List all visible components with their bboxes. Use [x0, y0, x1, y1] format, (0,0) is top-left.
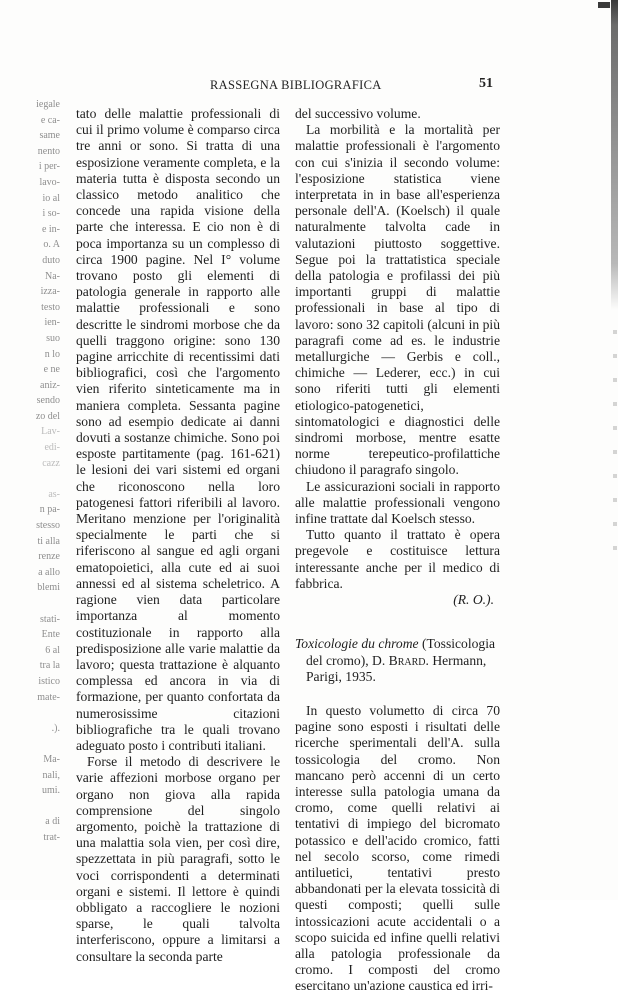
bleed-line: zo del	[35, 410, 60, 422]
bleed-line	[0, 596, 60, 612]
book-author: Brard	[388, 652, 426, 668]
bleed-line: izza-	[40, 286, 60, 298]
bleed-line	[0, 705, 60, 721]
bleed-line: nali,	[42, 769, 60, 781]
bleed-line: e ne	[43, 364, 60, 376]
bleed-line: nento	[37, 145, 60, 157]
paragraph: La morbilità e la mortalità per malattie professionali è l'argomento con cui s'inizia il secondo volume: l'esposizione statistica viene interpretata in in base all'esperienza personale dell'A. (Koelsch) il quale naturalmente talvolta cade in valutazioni piuttosto soggettive. Segue poi la trattatistica speciale della patologia e profilassi dei più importanti gruppi di malattie professionali in base al tipo di lavoro: sono 32 capitoli (alcuni in più paragrafi come ad es. le industrie metallurgiche — Gerbis e coll., chimiche — Lederer, ecc.) in cui sono riferiti tutti gli elementi etiologico-patogenetici, sintomatologici e diagnostici delle sindromi morbose, mentre esatte norme terepeutico-profilattiche chiudono il paragrafo singolo.	[295, 122, 500, 478]
paragraph: Le assicurazioni sociali in rapporto alle malattie professionali vengono infine trattate dal Koelsch stesso.	[295, 478, 500, 527]
right-column	[295, 106, 500, 995]
running-header: RASSEGNA BIBLIOGRAFICA	[210, 78, 382, 92]
bleed-line	[0, 471, 60, 487]
review-paragraph: In questo volumetto di circa 70 pagine sono esposti i risultati delle ricerche sperimentali dell'A. sulla tossicologia del cromo. Non mancano però accenni di un certo interesse sulla patologia umana da cromo, come quelli relativi ai tentativi di impiego del bicromato potassico e dell'acido cromico, fatti nel secolo scorso, come rimedi antiluetici, tentativi presto abbandonati per la elevata tossicità di questi composti; quelli sulle intossicazioni acute accidentali o a scopo suicida ed infine quelli relativi alla patologia professionale da cromo. I composti del cromo esercitano un'azione caustica ed irri-	[295, 702, 500, 994]
bleed-line: io al	[42, 192, 60, 204]
bleed-line	[0, 736, 60, 752]
bleed-line: i so-	[42, 208, 60, 220]
bleed-line: trat-	[43, 831, 60, 843]
bleed-line: i per-	[38, 161, 60, 173]
bleed-line: a di	[45, 816, 60, 828]
page-number: 51	[479, 76, 493, 91]
bleed-line: aniz-	[40, 379, 60, 391]
paragraph: del successivo volume.	[295, 106, 421, 121]
bleed-line: stesso	[36, 520, 60, 532]
paragraph: Tutto quanto il trattato è opera pregevole e costituisce lettura interessante anche per il medico di fabbrica.	[295, 527, 500, 591]
bleed-line: Na-	[45, 270, 60, 282]
bleed-line	[0, 799, 60, 815]
book-title: Toxicologie du chrome	[295, 636, 419, 652]
bleed-line: stati-	[40, 613, 60, 625]
page-edge-specks	[613, 330, 617, 550]
bleed-line: iegale	[36, 99, 60, 110]
bleed-line: tra la	[39, 660, 60, 672]
bleed-line: e ca-	[40, 114, 60, 126]
bleed-line: n pa-	[39, 504, 60, 516]
reviewer-signature: (R. O.).	[453, 592, 494, 608]
bleed-line: blemi	[37, 582, 60, 594]
book-citation	[295, 636, 500, 685]
bleed-line: edi-	[44, 442, 60, 454]
bleed-line: cazz	[42, 457, 60, 469]
bleed-line: umi.	[41, 785, 60, 797]
bleed-line: testo	[41, 301, 60, 313]
bleed-line: e in-	[41, 223, 60, 235]
bleed-line: o. A	[43, 239, 60, 251]
bleed-line: ti alla	[37, 535, 60, 547]
bleed-line: as-	[48, 488, 60, 500]
bleed-line: istico	[38, 675, 60, 687]
bleed-line: Ente	[41, 629, 60, 641]
bleed-line: suo	[46, 332, 60, 344]
bleed-line: sendo	[36, 395, 60, 407]
paragraph: Forse il metodo di descrivere le varie affezioni morbose organo per organo non giova alla rapida comprensione del singolo argomento, poichè la trattazione di una malattia sola vien, per così dire, spezzettata in più paragrafi, sotto le voci corrispondenti a determinati organi e sistemi. Il lettore è quindi obbligato a raccogliere le nozioni sparse, le quali talvolta interferiscono, oppure a limitarsi a consultare la seconda parte	[76, 754, 280, 964]
bleed-line: renze	[38, 551, 60, 563]
bleed-line: Ma-	[43, 753, 60, 765]
bleed-line: same	[39, 130, 60, 142]
bleed-line: mate-	[37, 691, 60, 703]
bleed-line: ien-	[44, 317, 60, 329]
bleed-line: lavo-	[39, 176, 60, 188]
paragraph: tato delle malattie professionali di cui il primo volume è comparso circa tre anni or sono. Si tratta di una esposizione veramente completa, e la materia tutta è disposta secondo un classico metodo analitico che concede una rapida visione della parte che interessa. E cio non è di poca importanza su un complesso di circa 1900 pagine. Nel I° volume trovano posto gli elementi di patologia generale in rapporto alle malattie professionali e sono descritte le sindromi morbose che da quelli traggono origine: sono 130 pagine arricchite di recentissimi dati bibliografici, così che l'argomento vien riferito sinteticamente ma in maniera completa. Sessanta pagine sono ad esempio dedicate ai danni dovuti a sostanze chimiche. Sono poi esposte partitamente (pag. 161-621) le lesioni dei vari sistemi ed organi che riconoscono nella loro patogenesi fattori riferibili al lavoro. Meritano menzione per l'originalità specialmente le parti che si riferiscono al sangue ed agli organi ematopoietici, alla cute ed ai suoi annessi ed al sistema scheletrico. A ragione vien data particolare importanza al momento costituzionale in rapporto alla predisposizione alle varie malattie da lavoro; questa trattazione è alquanto complessa ed ancora in via di formazione, per quanto confortata da numerosissime citazioni bibliografiche tra le quali trovano adeguato posto i contributi italiani.	[76, 106, 280, 753]
facing-page-bleed-through	[0, 97, 60, 846]
left-column	[76, 106, 280, 965]
bleed-line: a allo	[38, 566, 60, 578]
page-edge-mark	[598, 2, 610, 8]
bleed-line: 6 al	[45, 644, 60, 656]
bleed-line: Lav-	[41, 426, 60, 438]
bleed-line: n lo	[44, 348, 60, 360]
page-edge-shadow	[611, 0, 618, 310]
bleed-line: .).	[51, 722, 60, 734]
bleed-line: duto	[42, 254, 60, 266]
book-publisher: . Hermann, Parigi, 1935.	[306, 652, 487, 684]
book-translation: (Tossicologia del cromo), D.	[306, 636, 496, 668]
